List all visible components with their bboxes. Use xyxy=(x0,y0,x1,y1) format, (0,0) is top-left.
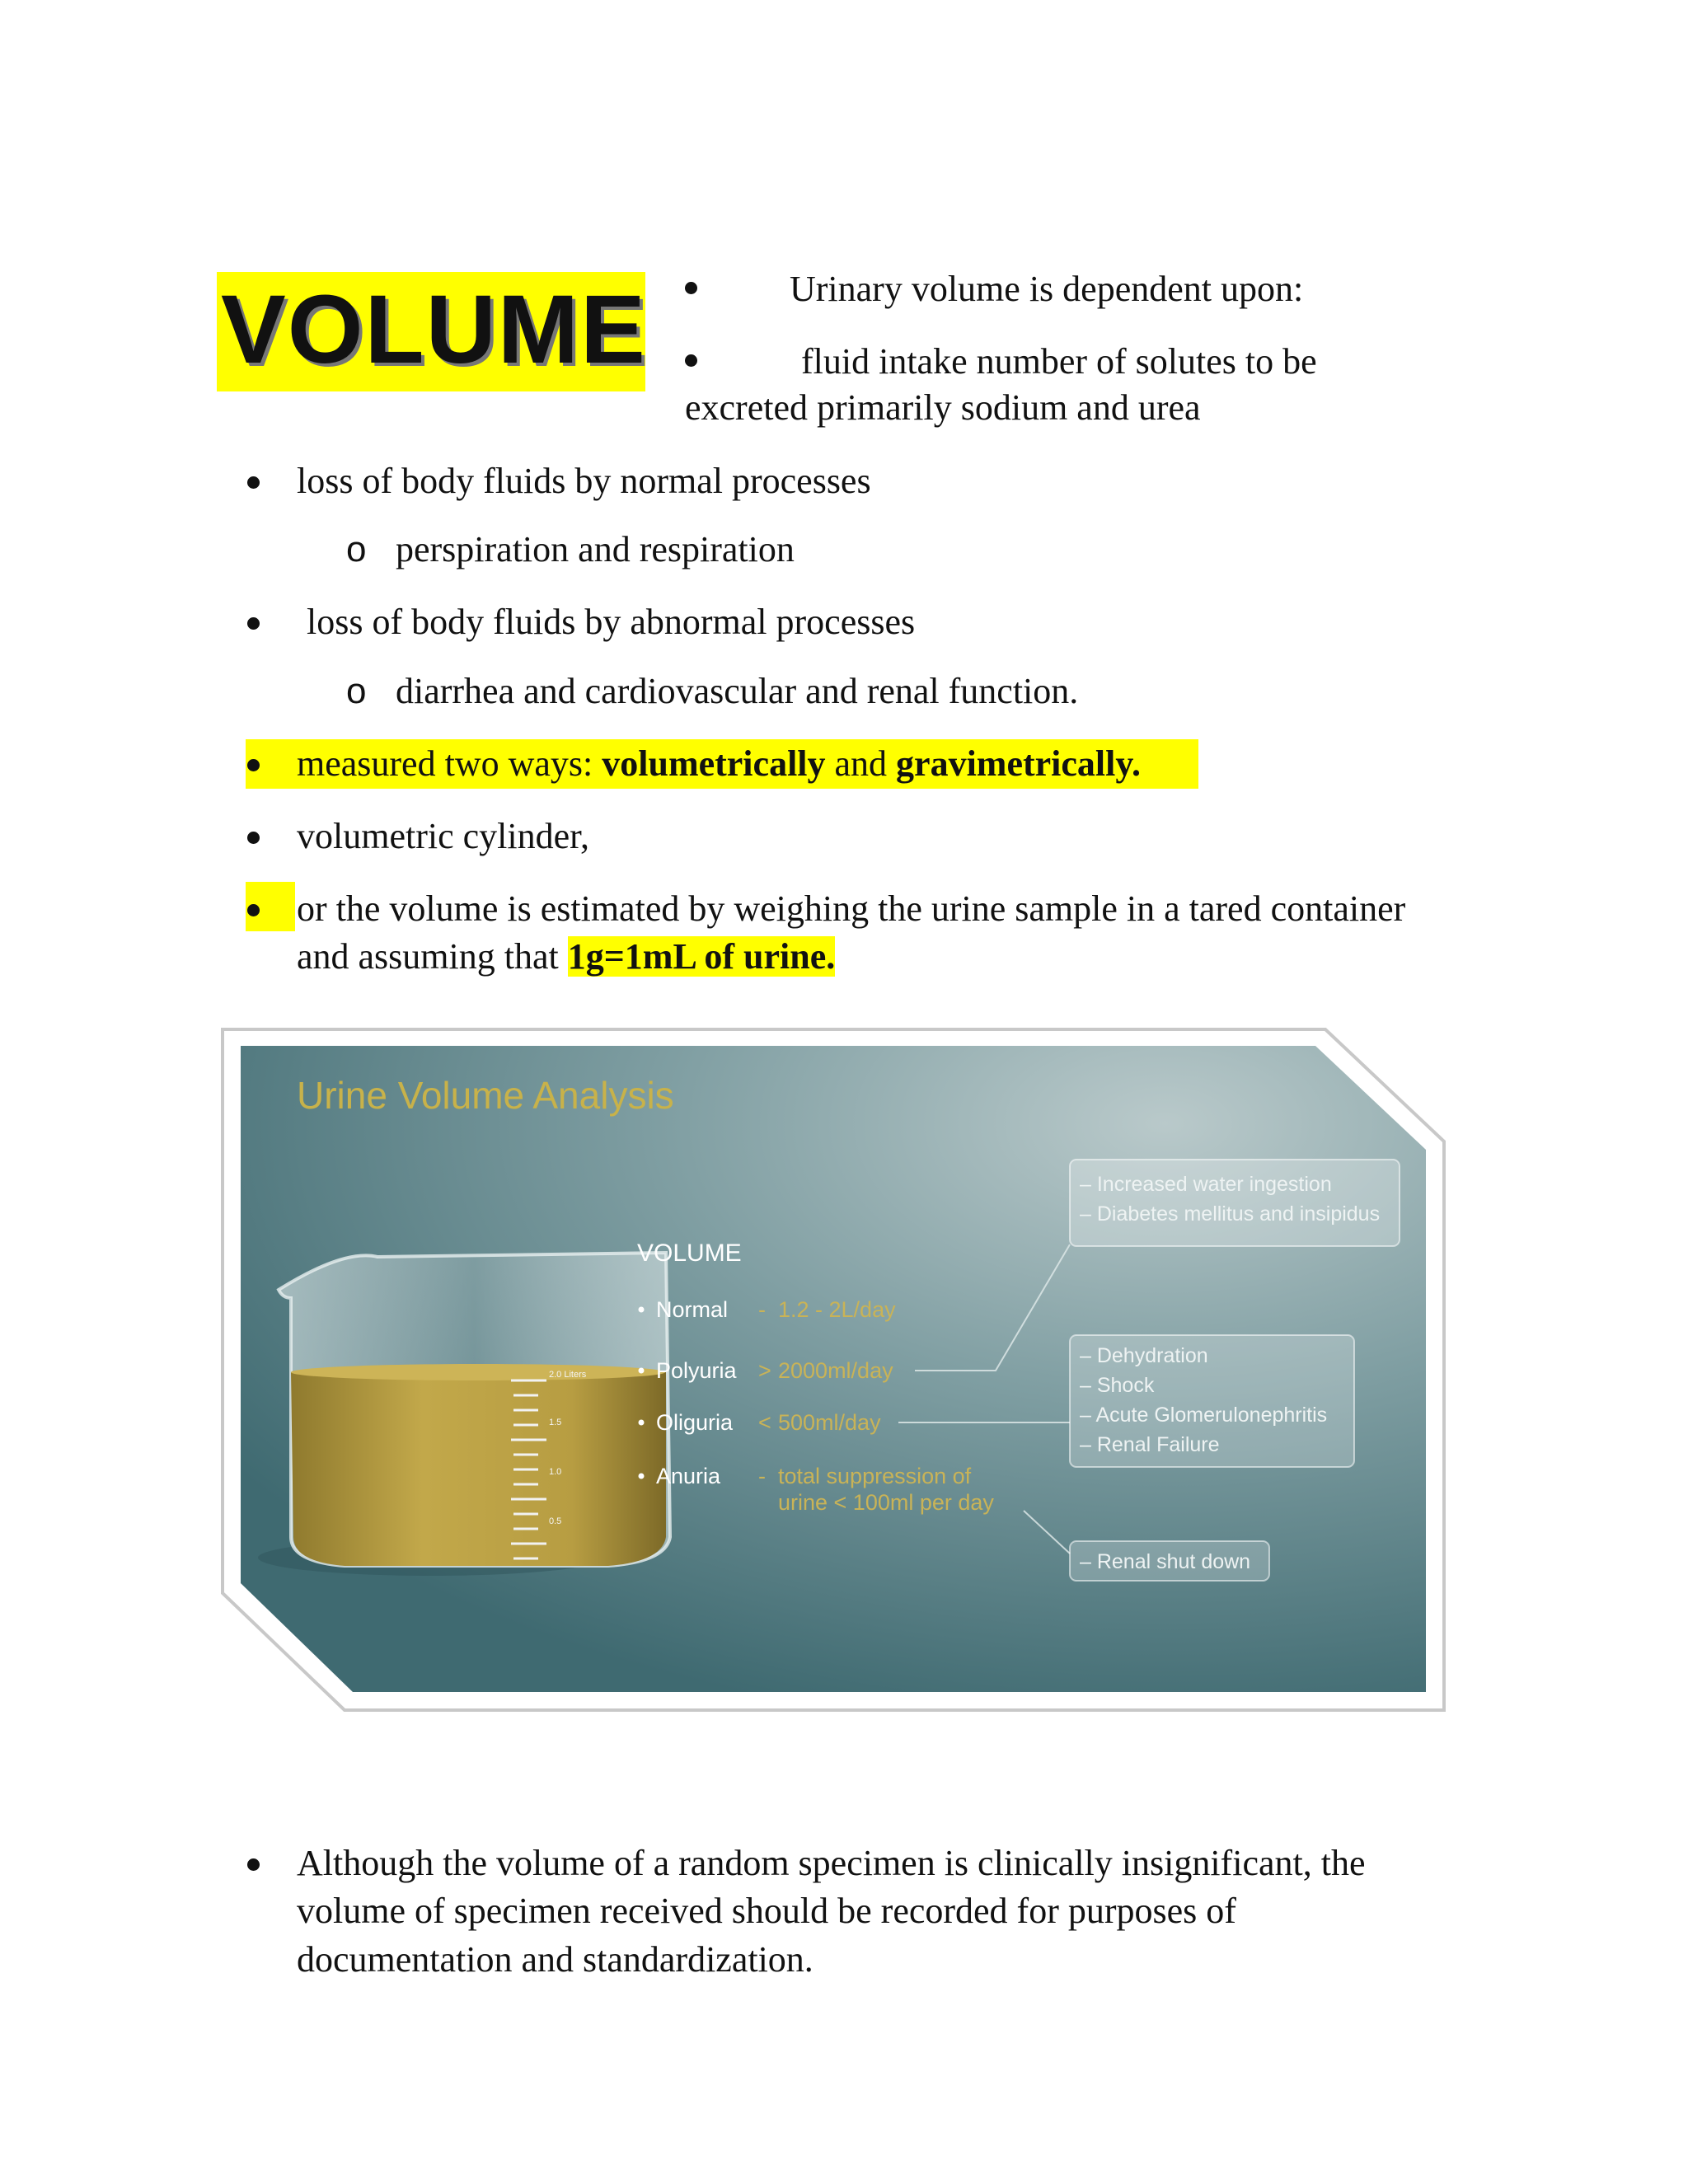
measured-and: and xyxy=(825,743,897,784)
list-item-normal-loss: loss of body fluids by normal processes xyxy=(297,461,871,501)
list-subitem-diarrhea: diarrhea and cardiovascular and renal function. xyxy=(396,671,1079,711)
bullet-dot xyxy=(247,476,260,489)
row-polyuria-name: Polyuria xyxy=(656,1358,737,1383)
row-normal-name: Normal xyxy=(656,1297,729,1322)
page-title: VOLUME xyxy=(221,275,647,384)
bullet-dot xyxy=(247,832,260,844)
row-oliguria-sep: < xyxy=(758,1410,771,1435)
beaker-label-0-5: 0.5 xyxy=(549,1516,562,1526)
beaker-illustration xyxy=(258,1253,670,1576)
row-normal-sep: - xyxy=(758,1297,766,1322)
bullet-dot xyxy=(247,617,260,630)
beaker-label-2-liters: 2.0 Liters xyxy=(549,1370,587,1380)
row-polyuria-sep: > xyxy=(758,1358,771,1383)
bullet-dot xyxy=(685,354,697,367)
measured-volumetrically: volumetrically xyxy=(602,743,826,784)
figure-title: Urine Volume Analysis xyxy=(297,1074,674,1117)
list-item-volumetric-cylinder: volumetric cylinder, xyxy=(297,816,590,856)
measured-text: measured two ways: xyxy=(297,743,603,784)
list-item-estimated-line2 xyxy=(297,933,835,981)
measured-gravimetrically: gravimetrically. xyxy=(896,743,1141,784)
list-item-measured xyxy=(297,740,1141,788)
closing-line3: documentation and standardization. xyxy=(297,1939,814,1980)
gram-milliliter-highlight: 1g=1mL of urine. xyxy=(567,936,836,977)
row-oliguria-value: 500ml/day xyxy=(778,1410,881,1435)
urine-volume-figure xyxy=(221,1026,1446,1714)
sub-bullet-marker: o xyxy=(346,671,367,711)
beaker-label-1-0: 1.0 xyxy=(549,1467,562,1477)
list-item-estimated-line1: or the volume is estimated by weighing the urine sample in a tared container xyxy=(297,888,1406,929)
beaker-label-1-5: 1.5 xyxy=(549,1418,562,1427)
bullet-dot xyxy=(247,759,260,771)
callout-oliguria-line3: – Acute Glomerulonephritis xyxy=(1080,1404,1328,1427)
row-anuria-value: total suppression of xyxy=(778,1464,972,1488)
callout-polyuria-line2: – Diabetes mellitus and insipidus xyxy=(1080,1202,1381,1226)
intro-bullet-1: Urinary volume is dependent upon: xyxy=(790,269,1304,309)
row-anuria-sep: - xyxy=(758,1464,766,1488)
row-oliguria-name: Oliguria xyxy=(656,1410,734,1435)
list-item-abnormal-loss: loss of body fluids by abnormal processes xyxy=(307,602,916,642)
callout-polyuria-line1: – Increased water ingestion xyxy=(1080,1173,1332,1196)
list-subitem-perspiration: perspiration and respiration xyxy=(396,529,795,569)
bullet-dot xyxy=(247,1858,260,1871)
row-polyuria-value: 2000ml/day xyxy=(778,1358,893,1383)
row-normal-value: 1.2 - 2L/day xyxy=(778,1297,896,1322)
bullet-dot xyxy=(247,904,260,916)
intro-bullet-2-line1: fluid intake number of solutes to be xyxy=(801,341,1317,382)
closing-line1: Although the volume of a random specimen is clinically insignificant, the xyxy=(297,1843,1366,1883)
closing-line2: volume of specimen received should be recorded for purposes of xyxy=(297,1891,1236,1931)
callout-oliguria-line1: – Dehydration xyxy=(1080,1344,1208,1367)
figure-section-title: VOLUME xyxy=(637,1240,742,1267)
callout-oliguria-line2: – Shock xyxy=(1080,1374,1155,1397)
intro-bullet-2-line2: excreted primarily sodium and urea xyxy=(685,387,1201,428)
bullet-dot xyxy=(685,282,697,294)
assuming-text: and assuming that xyxy=(297,936,568,977)
callout-anuria-line1: – Renal shut down xyxy=(1080,1550,1251,1573)
callout-oliguria-line4: – Renal Failure xyxy=(1080,1433,1220,1456)
row-anuria-value-2: urine < 100ml per day xyxy=(778,1490,994,1515)
sub-bullet-marker: o xyxy=(346,529,367,569)
row-anuria-name: Anuria xyxy=(656,1464,721,1488)
